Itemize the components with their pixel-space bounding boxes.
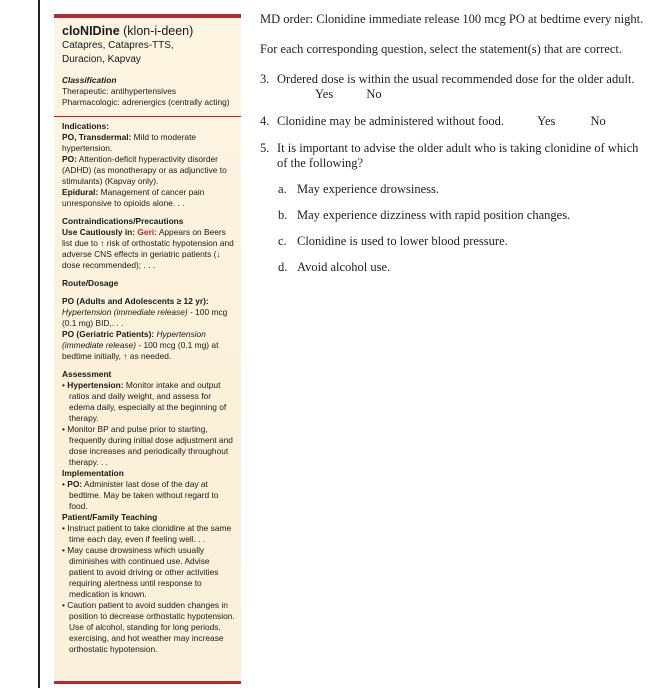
- option-c[interactable]: c. Clonidine is used to lower blood pressure.: [278, 234, 508, 248]
- indication-epidural: Epidural: Management of cancer pain unresponsive to opioids alone. . .: [62, 187, 205, 208]
- therapeutic-class: Therapeutic: antihypertensives: [62, 86, 177, 96]
- dosage-adults: PO (Adults and Adolescents ≥ 12 yr): Hypertension (immediate release) - 100 mcg (0.1 mg) BID,. . .: [62, 296, 228, 328]
- instructions: For each corresponding question, select the statement(s) that are correct.: [260, 42, 623, 56]
- pharmacologic-class: Pharmacologic: adrenergics (centrally acting): [62, 97, 230, 107]
- assessment-heading: Assessment: [62, 369, 112, 379]
- teaching-heading: Patient/Family Teaching: [62, 512, 158, 522]
- classification-heading: Classification: [62, 75, 117, 85]
- question-panel: [260, 12, 644, 275]
- option-d[interactable]: d. Avoid alcohol use.: [278, 260, 391, 274]
- option-a[interactable]: a. May experience drowsiness.: [278, 182, 439, 196]
- assessment-item: • Monitor BP and pulse prior to starting, frequently during initial dose adjustment and dose increases and periodically throughout therapy. . .: [62, 424, 233, 467]
- contraindications-heading: Contraindications/Precautions: [62, 216, 184, 226]
- assessment-item: • Hypertension: Monitor intake and output ratios and daily weight, and assess for edema daily, especially at the beginning of therapy.: [62, 380, 227, 423]
- question-5: 5. It is important to advise the older adult who is taking clonidine of which of the following?: [260, 141, 639, 170]
- left-margin-rule: [38, 0, 40, 688]
- option-b[interactable]: b. May experience dizziness with rapid position changes.: [278, 208, 571, 222]
- indication-po-transdermal: PO, Transdermal: Mild to moderate hypertension.: [62, 132, 197, 153]
- teaching-item: • May cause drowsiness which usually diminishes with continued use. Advise patient to avoid driving or other activities requiring alertness until response to medication is known.: [62, 545, 219, 599]
- q3-no-option[interactable]: No: [366, 87, 382, 101]
- q4-no-option[interactable]: No: [590, 114, 606, 128]
- implementation-heading: Implementation: [62, 468, 124, 478]
- dosage-geriatric: PO (Geriatric Patients): Hypertension (immediate release) - 100 mcg (0.1 mg) at bedtime initially, ↑ as needed.: [62, 329, 219, 361]
- question-4: 4. Clonidine may be administered without food. Yes No: [260, 114, 606, 128]
- teaching-item: • Instruct patient to take clonidine at the same time each day, even if feeling well. . .: [62, 523, 232, 544]
- teaching-item: • Caution patient to avoid sudden changes in position to decrease orthostatic hypotension. Use of alcohol, standing for long periods, exercising, and hot weather may increase orthostatic hypotension.: [62, 600, 235, 654]
- indications-heading: Indications:: [62, 121, 109, 131]
- section-divider: [54, 116, 241, 117]
- md-order: MD order: Clonidine immediate release 100 mcg PO at bedtime every night.: [260, 12, 644, 26]
- drug-name: cloNIDine (klon-i-deen): [62, 24, 194, 38]
- brand-names: Catapres, Catapres-TTS, Duracion, Kapvay: [62, 40, 174, 65]
- q4-yes-option[interactable]: Yes: [537, 114, 556, 128]
- q3-yes-option[interactable]: Yes: [315, 87, 334, 101]
- indication-adhd: PO: Attention-deficit hyperactivity disorder (ADHD) (as monotherapy or as adjunctive to stimulants) (Kapvay only).: [62, 154, 227, 186]
- route-dosage-heading: Route/Dosage: [62, 278, 119, 288]
- drug-card: [54, 14, 241, 684]
- use-cautiously-text: Use Cautiously in: Geri: Appears on Beers list due to ↑ risk of orthostatic hypotension and adverse CNS effects in geriatric patients (↓ dose recommended); . . .: [62, 227, 234, 270]
- question-3: 3. Ordered dose is within the usual recommended dose for the older adult. Yes No: [260, 72, 635, 101]
- implementation-item: • PO: Administer last dose of the day at bedtime. May be taken without regard to food.: [62, 479, 219, 511]
